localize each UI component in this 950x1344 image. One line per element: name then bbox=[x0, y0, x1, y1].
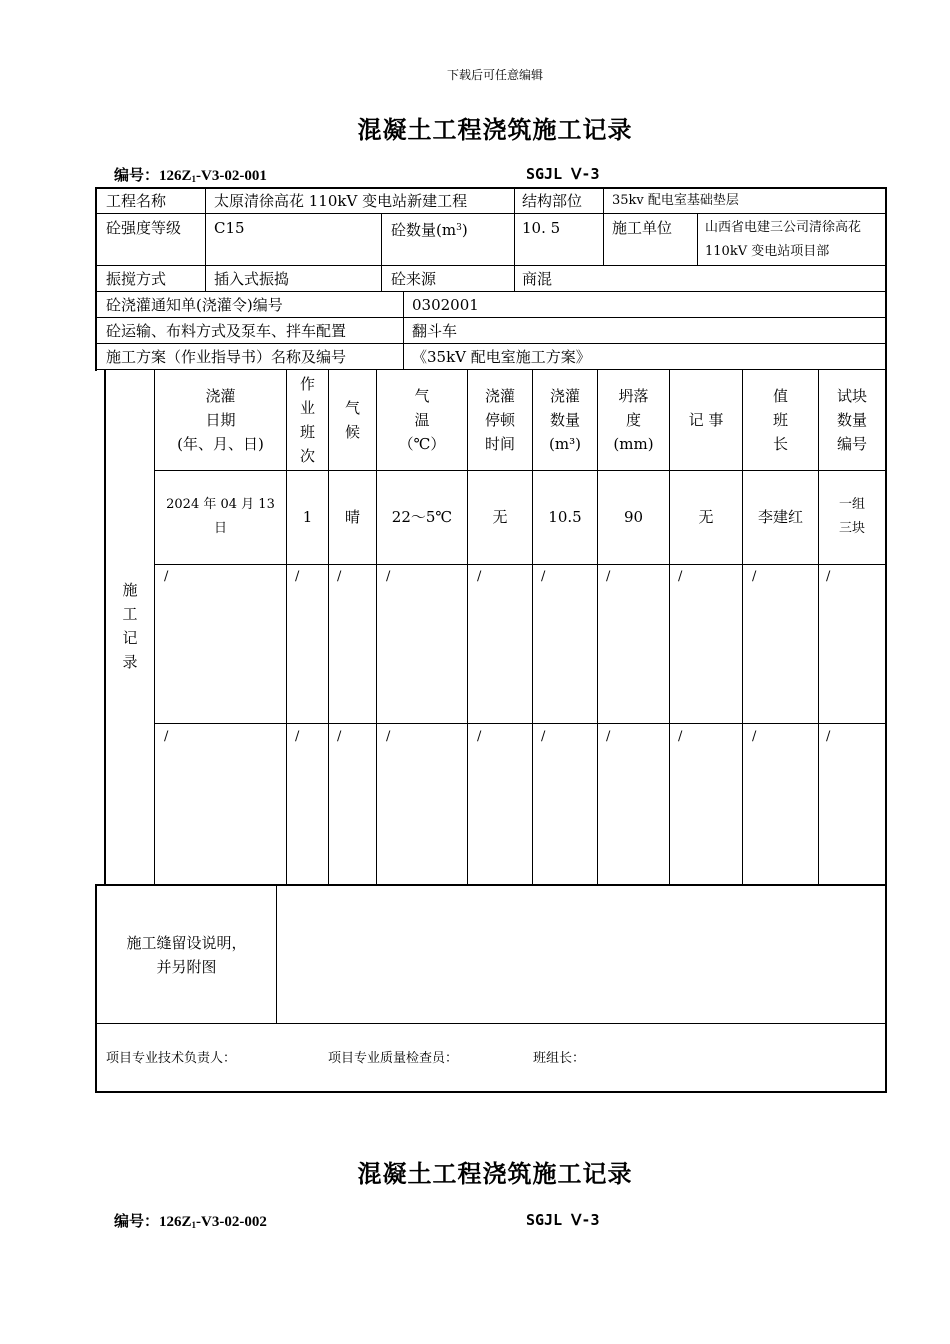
page-title-2: 混凝土工程浇筑施工记录 bbox=[357, 1160, 633, 1188]
row1-weather: 晴 bbox=[344, 508, 360, 526]
header-line: 班 bbox=[299, 423, 315, 441]
header-line: （℃） bbox=[398, 435, 446, 453]
header-line: 记 事 bbox=[688, 411, 724, 429]
side-char: 施 bbox=[122, 581, 138, 599]
header-line: 业 bbox=[299, 399, 315, 417]
empty-mark: / bbox=[295, 569, 300, 584]
header-slump bbox=[598, 384, 669, 456]
date-line: 2024 年 04 月 13 bbox=[166, 497, 275, 512]
sgjl-code: SGJL Ⅴ-3 bbox=[526, 165, 600, 183]
date-line: 日 bbox=[213, 521, 227, 536]
code-suffix: -V3-02-001 bbox=[196, 168, 267, 184]
volume-label-pre: 砼数量(m bbox=[391, 221, 457, 239]
source-value: 商混 bbox=[522, 270, 553, 288]
row1-temp: 22～5℃ bbox=[391, 508, 453, 526]
empty-mark: / bbox=[678, 729, 683, 744]
header-line: 停顿 bbox=[484, 411, 515, 429]
header-line: (m³) bbox=[549, 435, 581, 453]
header-line: 长 bbox=[772, 435, 788, 453]
row1-amount: 10.5 bbox=[548, 508, 582, 526]
sample-line: 一组 bbox=[838, 497, 865, 512]
project-name-label: 工程名称 bbox=[106, 192, 167, 210]
empty-mark: / bbox=[386, 569, 391, 584]
header-line: 时间 bbox=[484, 435, 515, 453]
header-line: 次 bbox=[299, 447, 315, 465]
empty-mark: / bbox=[164, 569, 169, 584]
header-sample bbox=[819, 384, 885, 456]
header-amount bbox=[533, 384, 597, 456]
header-line: 日期 bbox=[205, 411, 236, 429]
code-label: 编号： bbox=[114, 1214, 160, 1230]
empty-mark: / bbox=[337, 569, 342, 584]
unit-line2: 110kV 变电站项目部 bbox=[705, 244, 830, 259]
header-line: 试块 bbox=[836, 387, 867, 405]
row1-note: 无 bbox=[698, 508, 714, 526]
doc-code-2 bbox=[114, 1210, 267, 1231]
header-date bbox=[155, 384, 286, 456]
empty-mark: / bbox=[164, 729, 169, 744]
header-line: 编号 bbox=[836, 435, 867, 453]
strength-label: 砼强度等级 bbox=[106, 219, 182, 237]
side-char: 工 bbox=[122, 605, 138, 623]
plan-label: 施工方案（作业指导书）名称及编号 bbox=[106, 348, 347, 366]
plan-value: 《35kV 配电室施工方案》 bbox=[412, 348, 591, 366]
unit-line1: 山西省电建三公司清徐高花 bbox=[705, 220, 862, 235]
structure-value: 35kv 配电室基础垫层 bbox=[612, 193, 739, 208]
volume-label-sup: 3 bbox=[456, 223, 462, 233]
header-line: 浇灌 bbox=[484, 387, 515, 405]
side-char: 录 bbox=[122, 653, 138, 671]
empty-mark: / bbox=[606, 569, 611, 584]
project-name-value: 太原清徐高花 110kV 变电站新建工程 bbox=[214, 192, 468, 210]
empty-mark: / bbox=[826, 569, 831, 584]
row1-pause: 无 bbox=[492, 508, 508, 526]
joint-label bbox=[97, 931, 276, 979]
code-subscript: 1 bbox=[191, 174, 197, 184]
row1-leader: 李建红 bbox=[757, 508, 803, 526]
tech-signature-label: 项目专业技术负责人： bbox=[106, 1051, 237, 1066]
page-title: 混凝土工程浇筑施工记录 bbox=[357, 116, 633, 144]
header-line: 气 bbox=[414, 387, 430, 405]
header-line: 坍落 bbox=[618, 387, 649, 405]
vibration-label: 振搅方式 bbox=[106, 270, 167, 288]
header-line: 作 bbox=[299, 375, 315, 393]
header-line: 数量 bbox=[549, 411, 580, 429]
header-line: 度 bbox=[625, 411, 641, 429]
joint-label-line: 施工缝留设说明， bbox=[126, 934, 247, 952]
vibration-value: 插入式振捣 bbox=[214, 270, 290, 288]
header-note bbox=[670, 408, 742, 432]
unit-label: 施工单位 bbox=[612, 219, 673, 237]
empty-mark: / bbox=[678, 569, 683, 584]
notice-label: 砼浇灌通知单(浇灌令)编号 bbox=[106, 296, 283, 314]
empty-mark: / bbox=[541, 729, 546, 744]
empty-mark: / bbox=[477, 729, 482, 744]
joint-label-line: 并另附图 bbox=[156, 958, 217, 976]
volume-label bbox=[391, 216, 468, 242]
doc-code bbox=[114, 164, 267, 185]
transport-label: 砼运输、布料方式及泵车、拌车配置 bbox=[106, 322, 347, 340]
side-char: 记 bbox=[122, 629, 138, 647]
top-note: 下载后可任意编辑 bbox=[446, 68, 543, 82]
header-line: 浇灌 bbox=[205, 387, 236, 405]
row1-sample bbox=[819, 493, 885, 541]
row1-slump: 90 bbox=[623, 508, 644, 526]
header-line: (年、月、日) bbox=[177, 435, 264, 453]
row1-date bbox=[155, 493, 286, 541]
header-line: 浇灌 bbox=[549, 387, 580, 405]
header-weather bbox=[329, 396, 376, 444]
header-line: 候 bbox=[344, 423, 360, 441]
empty-mark: / bbox=[826, 729, 831, 744]
header-temp bbox=[377, 384, 467, 456]
header-line: 班 bbox=[772, 411, 788, 429]
side-label bbox=[108, 578, 152, 674]
empty-mark: / bbox=[386, 729, 391, 744]
volume-value: 10. 5 bbox=[522, 219, 561, 237]
notice-value: 0302001 bbox=[412, 296, 479, 314]
quality-signature-label: 项目专业质量检查员： bbox=[328, 1051, 459, 1066]
header-line: 数量 bbox=[836, 411, 867, 429]
sample-line: 三块 bbox=[838, 521, 865, 536]
header-line: 气 bbox=[344, 399, 360, 417]
header-line: 值 bbox=[772, 387, 788, 405]
code-prefix: 126Z bbox=[159, 1214, 192, 1230]
source-label: 砼来源 bbox=[391, 270, 437, 288]
empty-mark: / bbox=[752, 569, 757, 584]
team-signature-label: 班组长： bbox=[533, 1051, 586, 1066]
empty-mark: / bbox=[337, 729, 342, 744]
empty-mark: / bbox=[752, 729, 757, 744]
strength-value: C15 bbox=[214, 219, 245, 237]
code-prefix: 126Z bbox=[159, 168, 192, 184]
empty-mark: / bbox=[606, 729, 611, 744]
header-shift bbox=[287, 372, 328, 468]
header-pause bbox=[468, 384, 532, 456]
code-label: 编号： bbox=[114, 168, 160, 184]
header-line: (mm) bbox=[613, 435, 654, 453]
sgjl-code-2: SGJL Ⅴ-3 bbox=[526, 1211, 600, 1229]
code-suffix: -V3-02-002 bbox=[196, 1214, 267, 1230]
row1-shift: 1 bbox=[302, 508, 313, 526]
header-leader bbox=[743, 384, 818, 456]
empty-mark: / bbox=[295, 729, 300, 744]
empty-mark: / bbox=[541, 569, 546, 584]
empty-mark: / bbox=[477, 569, 482, 584]
structure-label: 结构部位 bbox=[522, 192, 583, 210]
transport-value: 翻斗车 bbox=[412, 322, 458, 340]
header-line: 温 bbox=[414, 411, 430, 429]
volume-label-post: ) bbox=[461, 221, 468, 239]
code-subscript: 1 bbox=[191, 1220, 197, 1230]
